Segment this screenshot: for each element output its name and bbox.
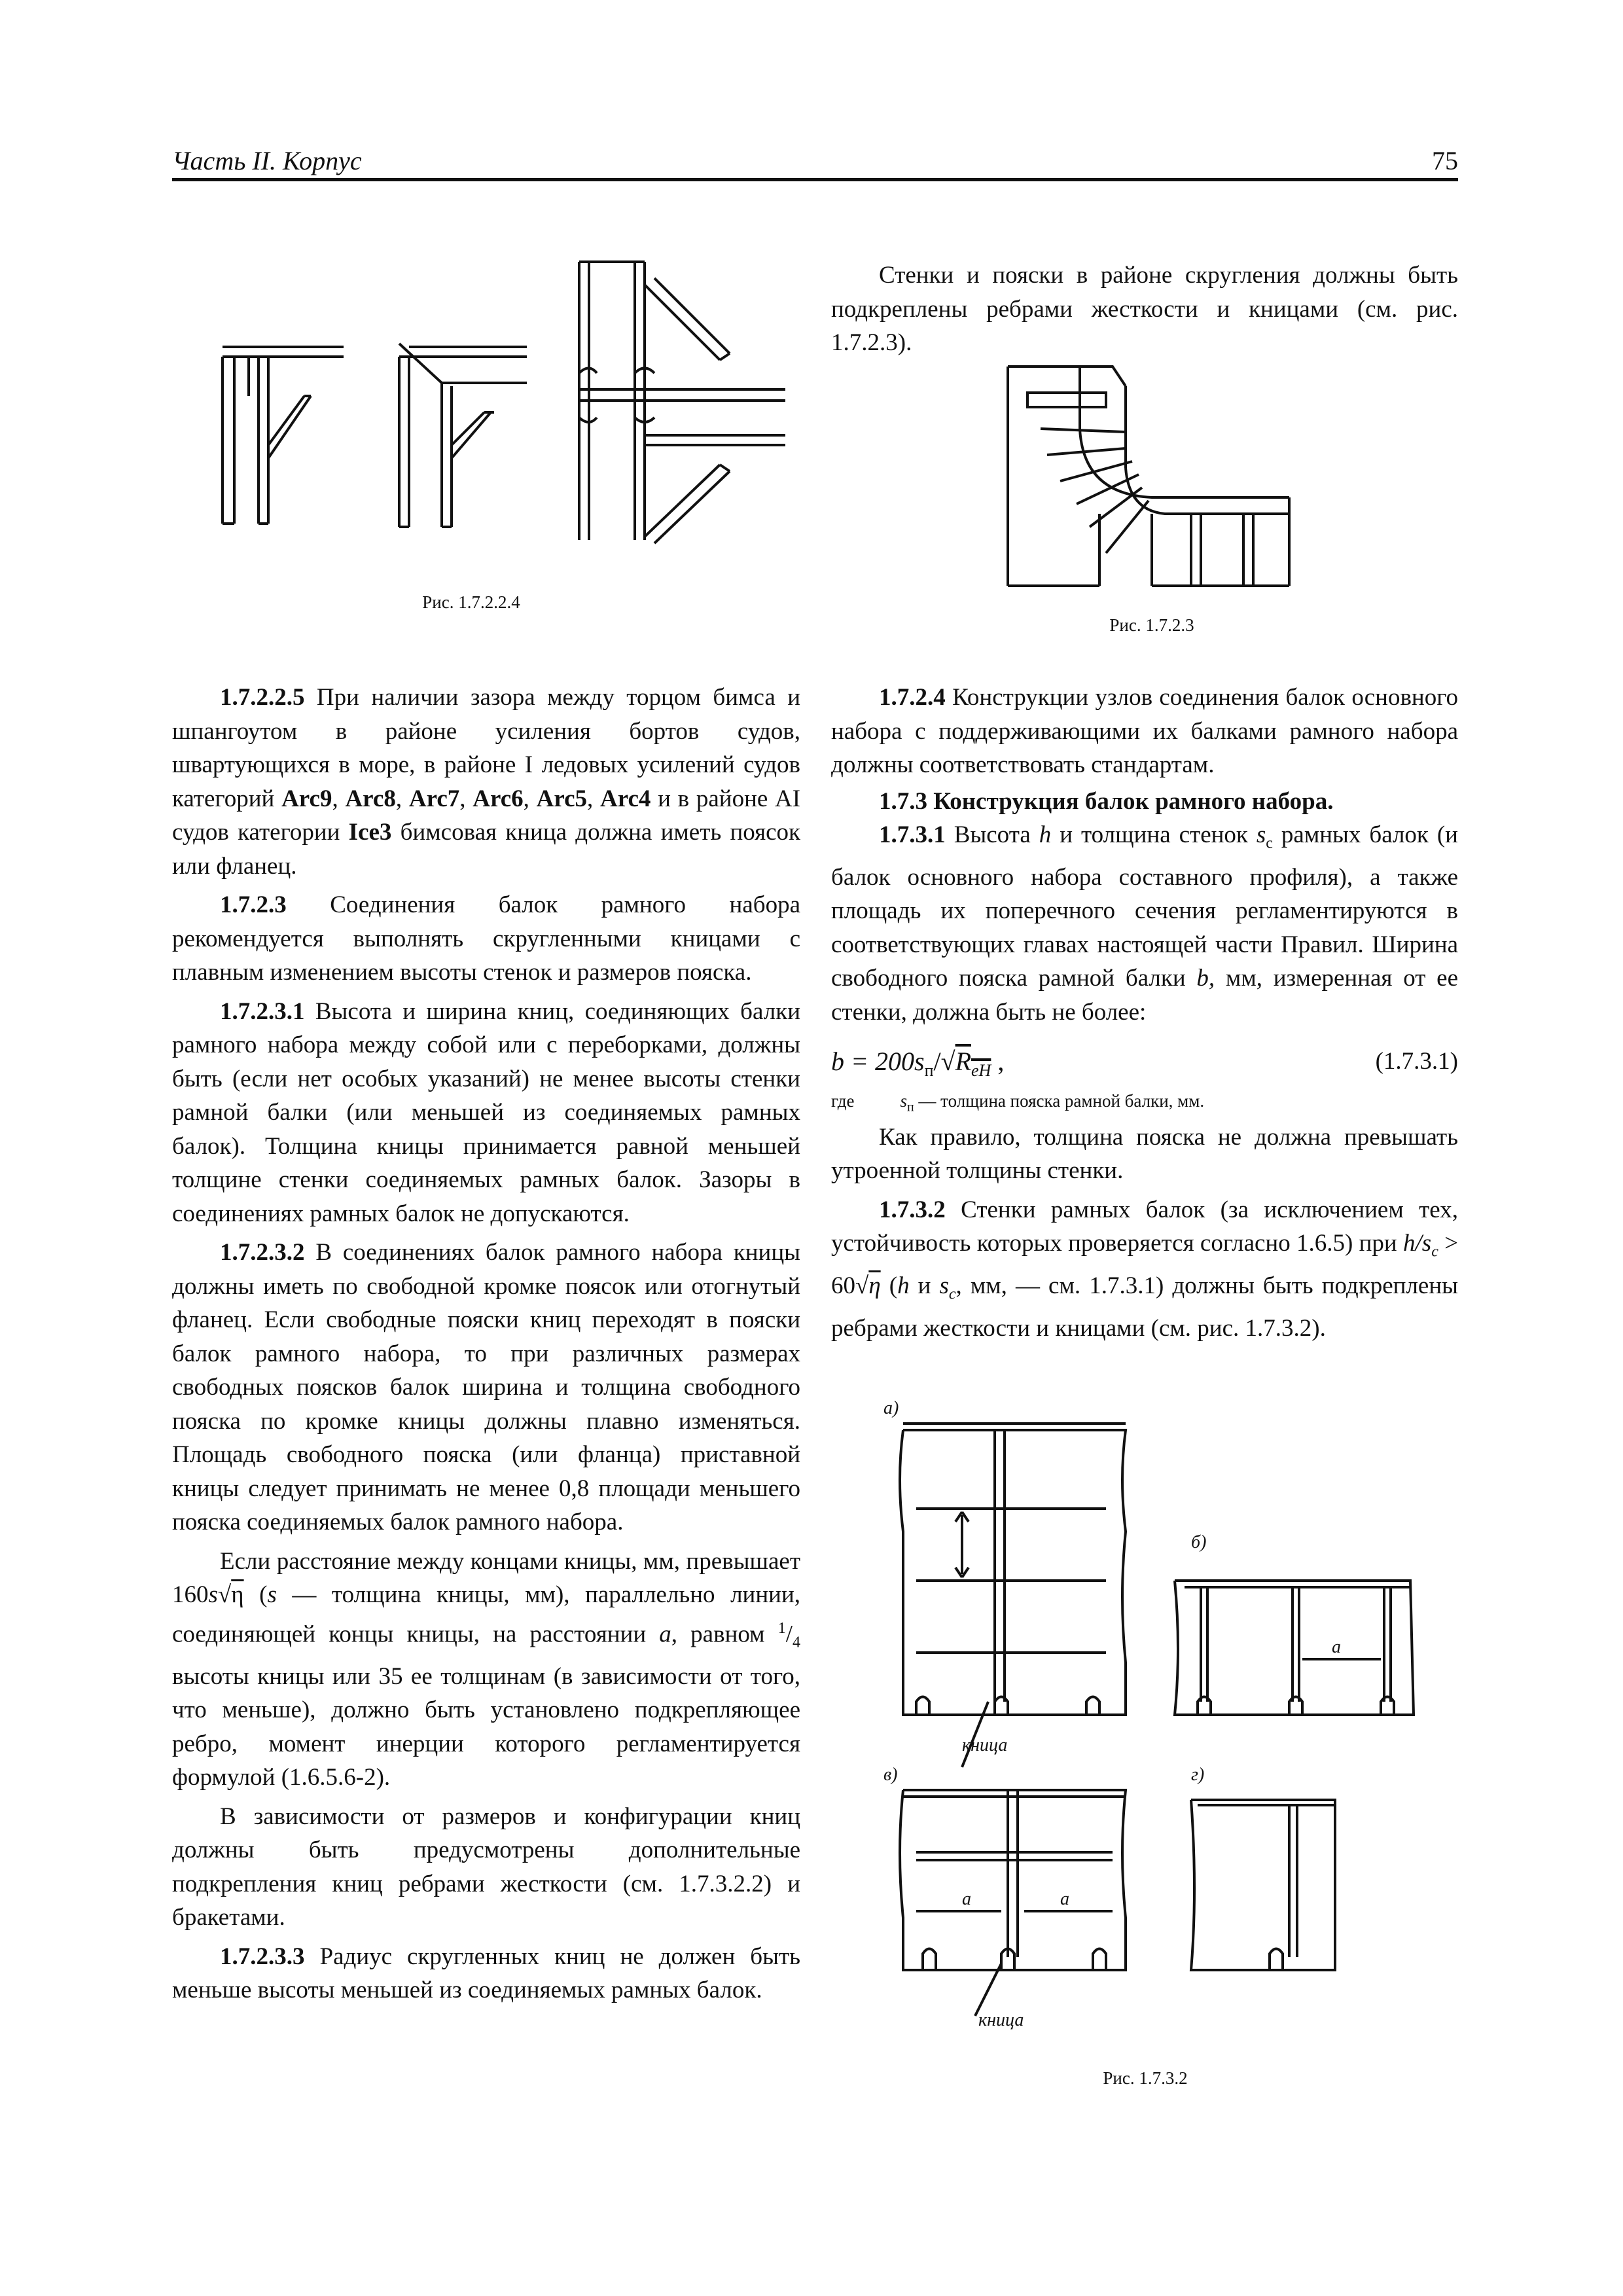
figure-1-7-3-2 xyxy=(870,1394,1459,2049)
sketch-b xyxy=(1175,1532,1414,1715)
paragraph-1-7-2-3: 1.7.2.3 Соединения балок рамного набора рекомендуется выполнять скругленными кницами с плавным изменением высоты стенок и размеров пояска. xyxy=(172,891,800,986)
figure-caption: Рис. 1.7.2.3 xyxy=(1109,615,1194,635)
bracket-sketch-3 xyxy=(579,262,785,543)
bracket-sketch-1 xyxy=(223,347,344,524)
figure-caption: Рис. 1.7.2.2.4 xyxy=(422,592,520,612)
svg-text:кница: кница xyxy=(962,1735,1008,1755)
header-title: Часть II. Корпус xyxy=(172,146,362,175)
formula-legend: где $s_п$ — толщина пояска рамной балки, мм. xyxy=(831,1091,1205,1115)
paragraph-1-7-3-2: 1.7.3.2 Стенки рамных балок (за исключением тех, устойчивость которых проверяется согласно 1.6.5) при $h/s_c > 60√\eta$ (h и $s_c$, мм, — см. 1.7.3.1) должны быть подкреплены ребрами жесткости и кницами (см. рис. 1.7.3.2). xyxy=(831,1196,1458,1342)
running-header xyxy=(172,145,1458,178)
svg-text:a: a xyxy=(1060,1889,1069,1909)
paragraph-1-7-2-3-1: 1.7.2.3.1 Высота и ширина книц, соединяющих балки рамного набора между собой или с переборками, должны быть (если нет особых указаний) не менее высоты стенки рамной балки (или меньшей из соединяемых рамных балок). Толщина кницы принимается равной меньшей толщине стенки соединяемых рамных балок. Зазоры в соединениях рамных балок не допускаются. xyxy=(172,997,800,1227)
paragraph-flange-thickness: Как правило, толщина пояска не должна превышать утроенной толщины стенки. xyxy=(831,1123,1458,1185)
sketch-a xyxy=(883,1398,1126,1767)
figure-1-7-2-3 xyxy=(1001,363,1302,602)
paragraph-bracket-config: В зависимости от размеров и конфигурации книц должны быть предусмотрены дополнительные подкрепления книц ребрами жесткости (см. 1.7.3.2.2) и бракетами. xyxy=(172,1803,800,1931)
paragraph-rounding-stiffening: Стенки и пояски в районе скругления должны быть подкреплены ребрами жесткости и кницами (см. рис. 1.7.2.3). xyxy=(831,262,1458,356)
paragraph-1-7-2-2-5: 1.7.2.2.5 При наличии зазора между торцом бимса и шпангоутом в районе усиления бортов судов, швартующихся в море, в районе I ледовых усилений судов категорий Arc9, Arc8, Arc7, Arc6, Arc5, Arc4 и в районе AI судов категории Ice3 бимсовая кница должна иметь поясок или фланец. xyxy=(172,684,801,880)
bracket-sketch-2 xyxy=(399,344,527,527)
page-number: 75 xyxy=(1432,146,1458,175)
paragraph-bracket-spacing: Если расстояние между концами кницы, мм, превышает 160s√η (s — толщина кницы, мм), параллельно линии, соединяющей концы кницы, на расстоянии a, равном $^1/_4$ высоты кницы или 35 ее толщинам (в зависимости от того, что меньше), должно быть установлено подкрепляющее ребро, момент инерции которого регламентируется формулой (1.6.5.6-2). xyxy=(172,1547,801,1791)
svg-text:кница: кница xyxy=(978,2010,1024,2030)
sketch-v xyxy=(883,1765,1126,2030)
paragraph-1-7-2-4: 1.7.2.4 Конструкции узлов соединения балок основного набора с поддерживающими их балками рамного набора должны соответствовать стандартам. xyxy=(831,684,1458,778)
figure-caption: Рис. 1.7.3.2 xyxy=(1103,2068,1188,2088)
left-column xyxy=(172,681,800,2007)
svg-text:а): а) xyxy=(883,1398,899,1418)
formula-1-7-3-1: $b = 200s_п/√R_{eH}$ , (1.7.3.1) xyxy=(831,1047,1458,1081)
svg-text:в): в) xyxy=(883,1765,898,1785)
svg-text:б): б) xyxy=(1191,1532,1207,1552)
paragraph-1-7-3-1: 1.7.3.1 Высота h и толщина стенок $s_c$ рамных балок (и балок основного набора составного профиля), а также площадь их поперечного сечения регламентируются в соответствующих главах настоящей части Правил. Ширина свободного пояска рамной балки b, мм, измеренная от ее стенки, должна быть не более: xyxy=(831,821,1458,1026)
right-column xyxy=(831,681,1458,1346)
right-column-top xyxy=(831,259,1458,360)
svg-text:a: a xyxy=(1332,1637,1341,1657)
paragraph-1-7-2-3-3: 1.7.2.3.3 Радиус скругленных книц не должен быть меньше высоты меньшей из соединяемых рамных балок. xyxy=(172,1943,800,2004)
figure-1-7-2-2-4 xyxy=(196,249,812,556)
svg-text:a: a xyxy=(962,1889,971,1909)
header-rule xyxy=(172,178,1458,181)
paragraph-1-7-2-3-2: 1.7.2.3.2 В соединениях балок рамного набора кницы должны иметь по свободной кромке поясок или отогнутый фланец. Если свободные пояски книц переходят в пояски балок рамного набора, то при различных размерах свободных поясков балок ширина и толщина свободного пояска по кромке кницы должны плавно изменяться. Площадь свободного пояска (или фланца) приставной кницы следует принимать не менее 0,8 площади меньшего пояска соединяемых балок рамного набора. xyxy=(172,1239,800,1535)
svg-text:г): г) xyxy=(1191,1765,1205,1785)
section-heading-1-7-3: 1.7.3 Конструкция балок рамного набора. xyxy=(879,787,1334,815)
sketch-g xyxy=(1191,1765,1335,1970)
